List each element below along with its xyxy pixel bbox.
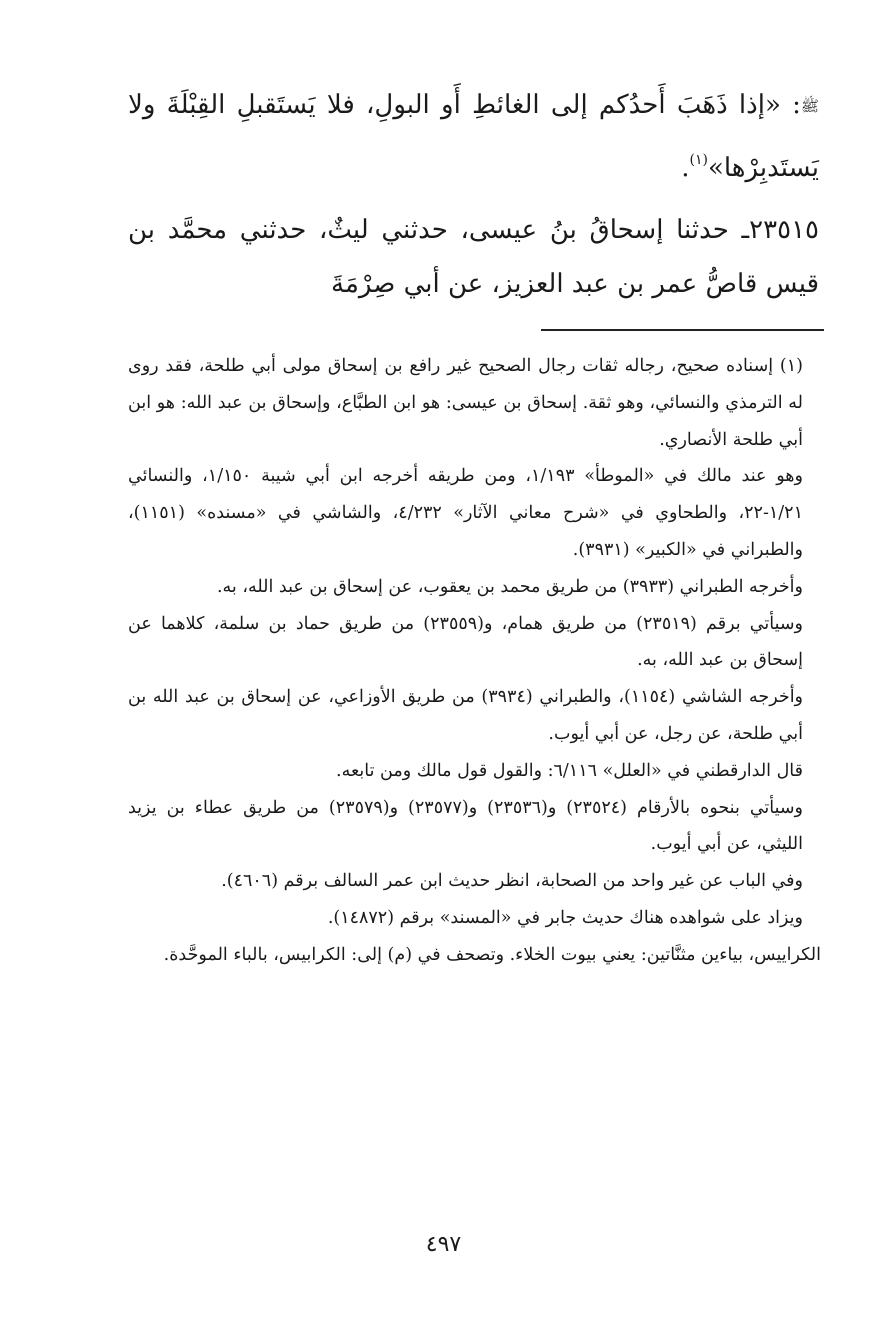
honorific-glyph: ﷺ [800,97,819,115]
footnote-1: (١) إسناده صحيح، رجاله ثقات رجال الصحيح غير رافع بن إسحاق مولى أبي طلحة، فقد روى له الترمذي والنسائي، وهو ثقة. إسحاق بن عيسى: هو ابن الطبَّاع، وإسحاق بن عبد الله: هو ابن أبي طلحة الأنصاري. [128,356,803,450]
footnote-para: وسيأتي بنحوه بالأرقام (٢٣٥٢٤) و(٢٣٥٣٦) و(٢٣٥٧٧) و(٢٣٥٧٩) من طريق عطاء بن يزيد الليثي، عن أبي أيوب. [128,797,804,855]
hadith-end-punctuation: . [681,153,690,183]
footnotes [128,348,821,974]
footnote-para: وأخرجه الشاشي (١١٥٤)، والطبراني (٣٩٣٤) من طريق الأوزاعي، عن إسحاق بن عبد الله بن أبي طلحة، عن رجل، عن أبي أيوب. [128,687,804,744]
footnote-para: وهو عند مالك في «الموطأ» ١/١٩٣، ومن طريقه أخرجه ابن أبي شيبة ١/١٥٠، والنسائي ١/٢١-٢٢، والطحاوي في «شرح معاني الآثار» ٤/٢٣٢، والشاشي في «مسنده» (١١٥١)، والطبراني في «الكبير» (٣٩٣١). [128,466,803,560]
page-number: ٤٩٧ [425,1232,462,1257]
footnote-reference[interactable]: (١) [689,152,708,168]
footnote-separator [541,329,824,331]
footnote-para: وأخرجه الطبراني (٣٩٣٣) من طريق محمد بن يعقوب، عن إسحاق بن عبد الله، به. [216,576,803,597]
hadith-text: : «إذا ذَهَبَ أَحدُكم إلى الغائطِ أَو البولِ، فلا يَستَقبلِ القِبْلَةَ ولا يَستَدبِرْها» [128,90,819,183]
main-text [128,78,819,311]
footnote-para: قال الدارقطني في «العلل» ٦/١١٦: والقول قول مالك ومن تابعه. [336,760,803,781]
isnad-paragraph: ٢٣٥١٥ـ حدثنا إسحاقُ بنُ عيسى، حدثني ليثٌ، حدثني محمَّد بن قيس قاصُّ عمر بن عبد العزيز، عن أبي صِرْمَةَ [128,215,819,299]
hadith-paragraph [128,78,819,195]
footnote-2: الكراييس، بياءين مثنَّاتين: يعني بيوت الخلاء. وتصحف في (م) إلى: الكرابيس، بالباء الموحَّدة. [163,944,821,965]
footnote-para: ويزاد على شواهده هناك حديث جابر في «المسند» برقم (١٤٨٧٢). [327,907,803,928]
footnote-para: وفي الباب عن غير واحد من الصحابة، انظر حديث ابن عمر السالف برقم (٤٦٠٦). [221,871,803,892]
footnote-para: وسيأتي برقم (٢٣٥١٩) من طريق همام، و(٢٣٥٥٩) من طريق حماد بن سلمة، كلاهما عن إسحاق بن عبد الله، به. [128,613,803,671]
